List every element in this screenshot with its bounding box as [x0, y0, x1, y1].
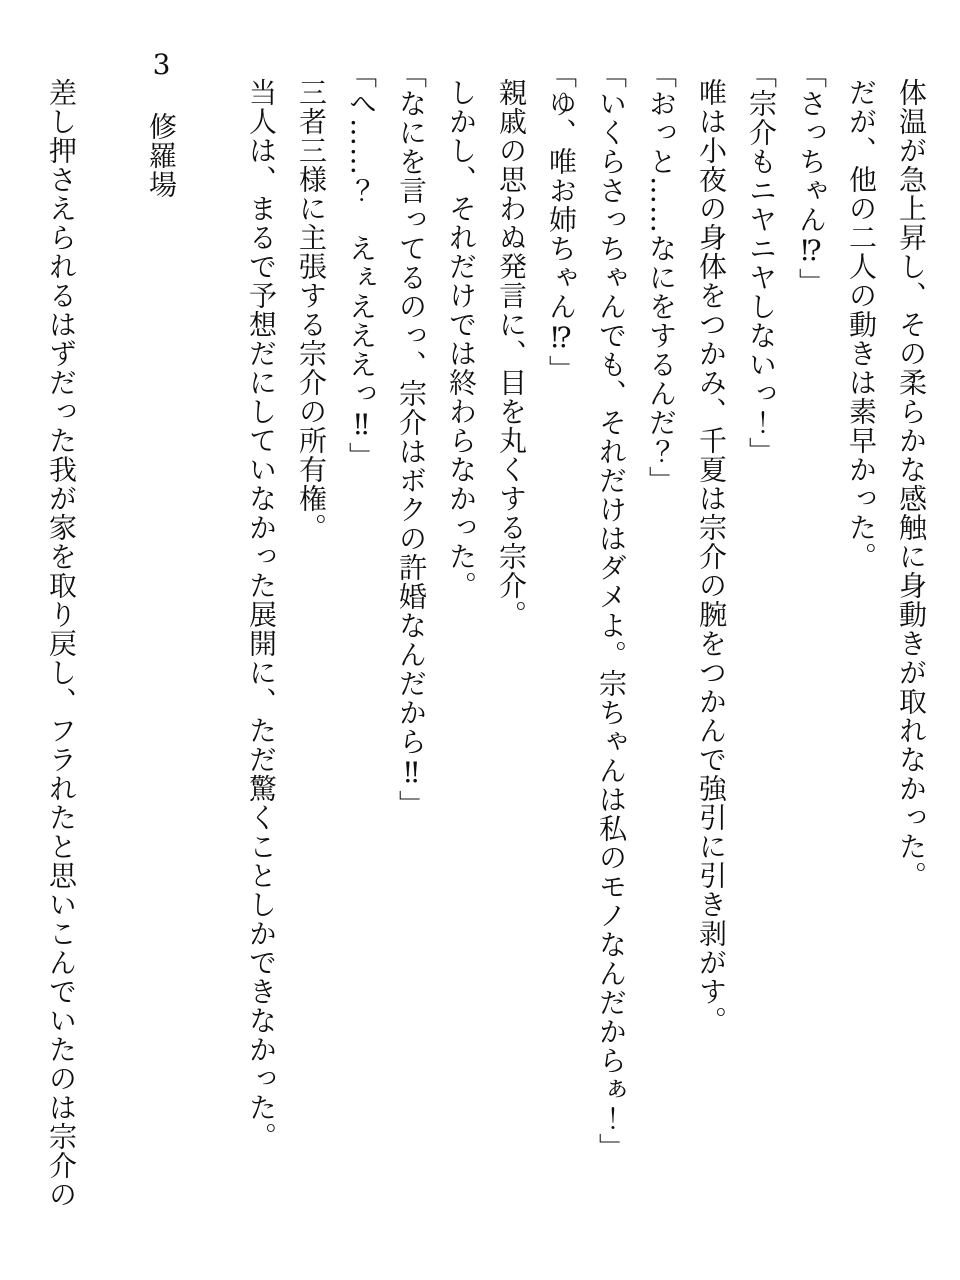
- paragraph: 差し押さえられるはずだった我が家を取り戻し、フラれたと思いこんでいたのは宗介の: [45, 78, 78, 1209]
- dialogue-line: 「いくらさっちゃんでも、それだけはダメよ。宗ちゃんは私のモノなんだからぁ！」: [595, 60, 628, 1162]
- paragraph: 三者三様に主張する宗介の所有権。: [295, 78, 328, 542]
- dialogue-line: 「へ……？ えぇえええっ‼」: [345, 60, 378, 471]
- dialogue-line: 「おっと……なにをするんだ？」: [645, 60, 678, 495]
- paragraph: 当人は、まるで予想だにしていなかった展開に、ただ驚くことしかできなかった。: [245, 78, 278, 1151]
- dialogue-line: 「なにを言ってるのっ、宗介はボクの許婚なんだから‼」: [395, 60, 428, 819]
- paragraph: 唯は小夜の身体をつかみ、千夏は宗介の腕をつかんで強引に引き剥がす。: [695, 78, 728, 1035]
- chapter-number: 3: [145, 48, 178, 82]
- paragraph: 体温が急上昇し、その柔らかな感触に身動きが取れなかった。: [895, 78, 928, 890]
- paragraph: だが、他の二人の動きは素早かった。: [845, 78, 878, 571]
- paragraph: 親戚の思わぬ発言に、目を丸くする宗介。: [495, 78, 528, 629]
- dialogue-line: 「ゆ、唯お姉ちゃん⁉」: [545, 60, 578, 384]
- dialogue-line: 「さっちゃん⁉」: [795, 60, 828, 297]
- chapter-heading: [136, 48, 186, 1266]
- dialogue-line: 「宗介もニヤニヤしないっ！」: [745, 60, 778, 466]
- paragraph: しかし、それだけでは終わらなかった。: [445, 78, 478, 600]
- chapter-title: 修羅場: [145, 112, 178, 199]
- text-content: [36, 48, 936, 1266]
